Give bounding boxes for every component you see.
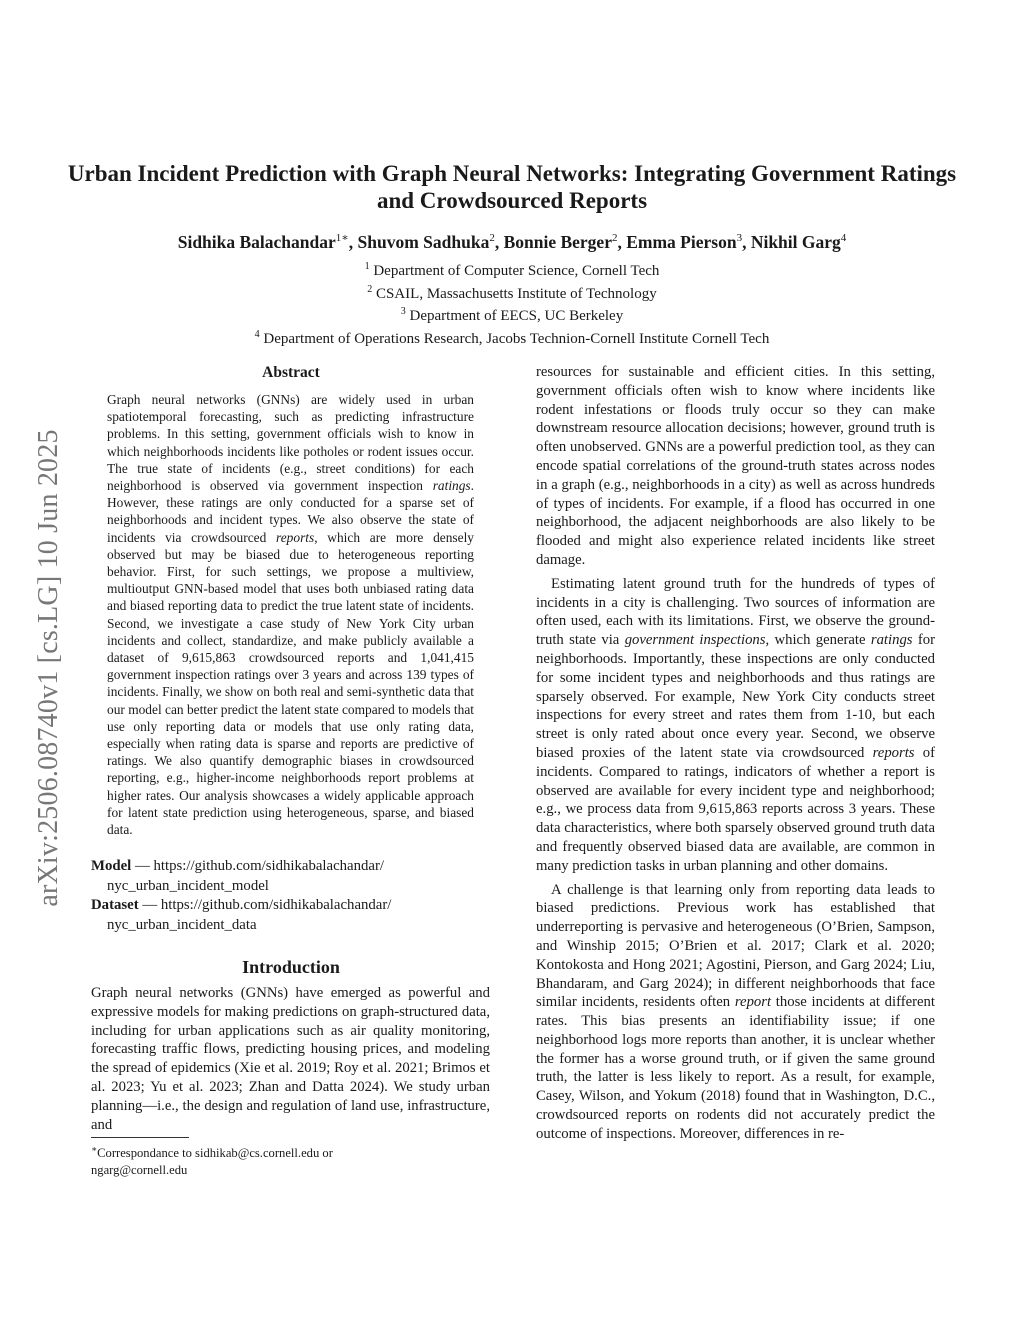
resource-links [91,857,491,935]
footnote-text: Correspondance to sidhikab@cs.cornell.edu or [97,1146,333,1161]
body-paragraph: Estimating latent ground truth for the hundreds of types of incidents in a city is challenging. Two sources of information are often used, each with its limitations. First, we observe the ground-truth state via government inspections, which generate ratings for neighborhoods. Importantly, these inspections are only conducted for some incident types and neighborhoods and thus ratings are sparsely observed. For example, New York City conducts street inspections for every street and rates them from 1-10, but each street is only rated about once every year. Second, we observe biased proxies of the latent state via crowdsourced reports of incidents. Compared to ratings, indicators of whether a report is observed are available for every incident type and neighborhood; e.g., we process data from 9,615,863 reports across 3 years. These data characteristics, where both sparsely observed ground truth data and frequently observed biased data are available, are common in many prediction tasks in urban planning and other domains. [536,575,935,874]
author-name: Emma Pierson [626,231,737,252]
model-label: Model [91,858,132,874]
model-link-line: Model — https://github.com/sidhikabalachandar/ [91,858,385,874]
dataset-label: Dataset [91,897,139,913]
affiliation: $^2$ CSAIL, Massachusetts Institute of Technology [367,283,657,302]
author-name: Sidhika Balachandar [177,231,336,252]
introduction-paragraph: Graph neural networks (GNNs) have emerged as powerful and expressive models for making predictions on graph-structured data, including for urban applications such as air quality monitoring, forecasting traffic flows, predicting housing prices, and modeling the spread of epidemics (Xie et al. 2019; Roy et al. 2021; Brimos et al. 2023; Yu et al. 2023; Zhan and Datta 2024). We study urban planning—i.e., the design and regulation of land use, infrastructure, and [91,985,490,1133]
author-name: Bonnie Berger [503,231,612,252]
footnote [91,1141,491,1178]
author-affil-mark: 3 [736,232,743,244]
footnote-mark: ∗ [91,1144,98,1154]
author-name: Nikhil Garg [750,231,841,252]
emphasis: government inspections [624,632,766,649]
author-affil-mark: 4 [840,232,847,244]
body-paragraph: A challenge is that learning only from reporting data leads to biased predictions. Previous work has established that underreporting is pervasive and heterogeneous (O’Brien, Sampson, and Winship 2015; O’Brien et al. 2017; Clark et al. 2020; Kontokosta and Hong 2021; Agostini, Pierson, and Garg 2024; Liu, Bhandaram, and Garg 2024); in different neighborhoods that face similar incidents, residents often report those incidents at different rates. This bias presents an identifiability issue; if one neighborhood logs more reports than another, it is unclear whether the former has a worse ground truth, or if given the same ground truth, the latter is less likely to report. As a result, for example, Casey, Wilson, and Yokum (2018) found that in Washington, D.C., crowdsourced reports on rodents did not accurately predict the outcome of inspections. Moreover, differences in re- [536,881,935,1142]
arxiv-sidebar-stamp [30,372,68,964]
paper-title: Urban Incident Prediction with Graph Neural Networks: Integrating Government Ratings and Crowdsourced Reports [67,161,957,213]
author-list: Sidhika Balachandar$^{1∗}$, Shuvom Sadhuka$^2$, Bonnie Berger$^2$, Emma Pierson$^3$, Nikhil Garg$^4$ [177,231,847,252]
affiliation-list [60,258,964,348]
affiliation: $^4$ Department of Operations Research, Jacobs Technion-Cornell Institute Cornell Tech [254,328,770,347]
affiliation: $^3$ Department of EECS, UC Berkeley [400,306,624,324]
emphasis: report [734,994,772,1011]
author-affil-mark: 2 [489,232,495,244]
author-affil-mark: 2 [611,232,618,244]
dataset-url-cont[interactable]: nyc_urban_incident_data [107,916,257,933]
emphasis: ratings [432,478,471,494]
author-affil-mark: 1∗ [335,232,349,244]
abstract-heading: Abstract [262,364,320,381]
right-column [536,363,935,1149]
model-url[interactable]: https://github.com/sidhikabalachandar/ [153,858,385,874]
affiliation: $^1$ Department of Computer Science, Cornell Tech [364,261,660,279]
emphasis: ratings [870,632,913,649]
introduction-heading: Introduction [242,957,340,977]
emphasis: reports [276,529,315,545]
author-name: Shuvom Sadhuka [357,231,490,252]
emphasis: reports [872,744,915,761]
model-url-cont[interactable]: nyc_urban_incident_model [107,877,269,894]
abstract-body: Graph neural networks (GNNs) are widely used in urban spatiotemporal forecasting, such as predicting infrastructure problems. In this setting, government officials wish to know in which neighborhoods incidents like potholes or rodent issues occur. The true state of incidents (e.g., street conditions) for each neighborhood is observed via government inspection ratings. However, these ratings are only conducted for a sparse set of neighborhoods and incident types. We also observe the state of incidents via crowdsourced reports, which are more densely observed but may be biased due to heterogeneous reporting behavior. First, for such settings, we propose a multiview, multioutput GNN-based model that uses both unbiased rating data and biased reporting data to predict the true latent state of incidents. Second, we investigate a case study of New York City urban incidents and collect, standardize, and make publicly available a dataset of 9,615,863 crowdsourced reports and 1,041,415 government inspection ratings over 3 years and across 139 types of incidents. Finally, we show on both real and semi-synthetic data that our model can better predict the latent state compared to models that use only reporting data or models that use only rating data, especially when rating data is sparse and reports are predictive of ratings. We also quantify demographic biases in crowdsourced reporting, e.g., higher-income neighborhoods report problems at higher rates. Our analysis showcases a widely applicable approach for latent state prediction using heterogeneous, sparse, and biased data. [107,392,474,838]
footnote-email: ngarg@cornell.edu [91,1162,188,1177]
arxiv-identifier: arXiv:2506.08740v1 [cs.LG] 10 Jun 2025 [33,429,64,907]
dataset-link-line: Dataset — https://github.com/sidhikabalachandar/ [91,897,392,913]
footnote-rule [91,1137,189,1138]
body-paragraph: resources for sustainable and efficient cities. In this setting, government officials often wish to know where incidents like rodent infestations or floods truly occur so they can make downstream resource allocation decisions; however, ground truth is often unobserved. GNNs are a powerful prediction tool, as they can encode spatial correlations of the ground-truth states across nodes in a graph (e.g., neighborhoods in a city) as well as across hundreds of types of incidents. For example, if a flood has occurred in one neighborhood, the adjacent neighborhoods are also likely to be flooded and might also experience related incidents like street damage. [536,364,935,568]
dataset-url[interactable]: https://github.com/sidhikabalachandar/ [160,897,392,913]
